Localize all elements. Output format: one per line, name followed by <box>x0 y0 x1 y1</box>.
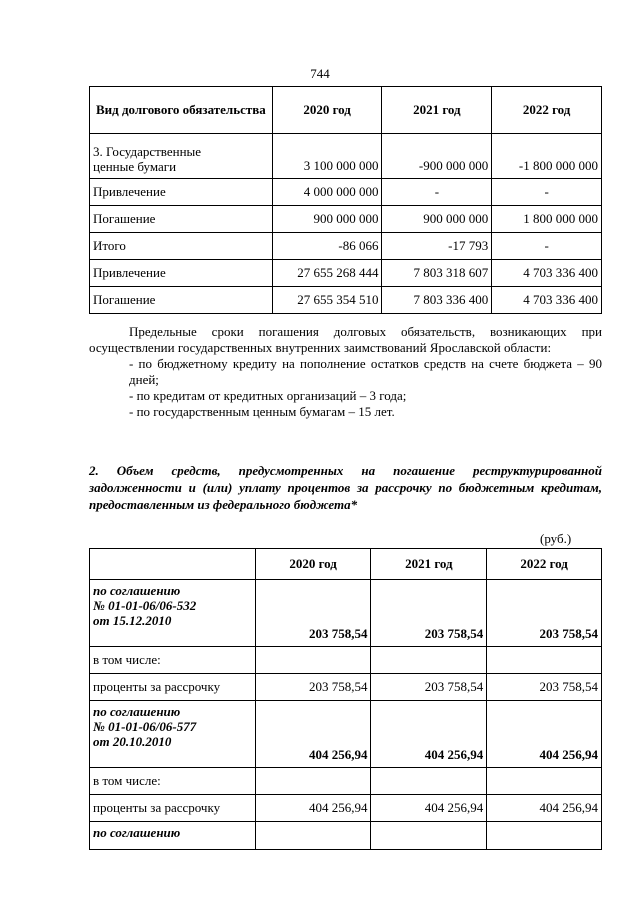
table-row <box>90 795 602 822</box>
header-2022: 2022 год <box>492 87 602 134</box>
row-label: Погашение <box>90 206 273 233</box>
table-header-row <box>90 549 602 580</box>
cell-2020: 27 655 268 444 <box>272 260 382 287</box>
terms-item: - по бюджетному кредиту на пополнение остатков средств на счете бюджета – 90 дней; <box>129 356 602 387</box>
empty-cell <box>487 647 602 674</box>
empty-cell <box>255 822 371 850</box>
row-label: 3. Государственные ценные бумаги <box>90 134 273 179</box>
cell-2022: 203 758,54 <box>487 580 602 647</box>
cell-2022: -1 800 000 000 <box>492 134 602 179</box>
cell-2021: 203 758,54 <box>371 580 487 647</box>
cell-2022: 1 800 000 000 <box>492 206 602 233</box>
terms-item: - по государственным ценным бумагам – 15 лет. <box>129 404 395 419</box>
empty-cell <box>255 647 371 674</box>
row-label: Привлечение <box>90 179 273 206</box>
cell-2021: 7 803 336 400 <box>382 287 492 314</box>
cell-2021: 7 803 318 607 <box>382 260 492 287</box>
cell-2020: 404 256,94 <box>255 795 371 822</box>
agreement-cell <box>90 701 256 768</box>
header-2022: 2022 год <box>487 549 602 580</box>
row-label: Итого <box>90 233 273 260</box>
cell-2021: 900 000 000 <box>382 206 492 233</box>
empty-cell <box>255 768 371 795</box>
cell-2022: - <box>492 233 602 260</box>
agreement-title: по соглашению <box>93 583 181 598</box>
section-heading: 2. Объем средств, предусмотренных на погашение реструктурированной задолженности и (или) уплату процентов за рассрочку по бюджетным кредитам, предоставленным из федерального бюджета* <box>89 463 602 512</box>
agreement-cell <box>90 580 256 647</box>
header-blank <box>90 549 256 580</box>
agreement-title: по соглашению <box>90 822 256 850</box>
empty-cell <box>487 822 602 850</box>
page-number: 744 <box>310 66 330 81</box>
row-label: Погашение <box>90 287 273 314</box>
empty-cell <box>487 768 602 795</box>
header-2021: 2021 год <box>382 87 492 134</box>
table-row <box>90 701 602 768</box>
table-row <box>90 647 602 674</box>
unit-label: (руб.) <box>540 531 572 546</box>
agreement-title: по соглашению <box>93 704 181 719</box>
table-header-row <box>90 87 602 134</box>
debt-table <box>89 86 602 314</box>
cell-2021: -17 793 <box>382 233 492 260</box>
cell-2020: 203 758,54 <box>255 674 371 701</box>
cell-2021: -900 000 000 <box>382 134 492 179</box>
row-label: проценты за рассрочку <box>90 674 256 701</box>
restructured-debt-table <box>89 548 602 850</box>
table-row <box>90 233 602 260</box>
cell-2022: 4 703 336 400 <box>492 260 602 287</box>
agreement-date: от 20.10.2010 <box>93 734 172 749</box>
cell-2020: 404 256,94 <box>255 701 371 768</box>
including-label: в том числе: <box>90 647 256 674</box>
table-row <box>90 134 602 179</box>
table-row <box>90 580 602 647</box>
cell-2022: 203 758,54 <box>487 674 602 701</box>
agreement-number: № 01-01-06/06-532 <box>93 598 197 613</box>
header-2021: 2021 год <box>371 549 487 580</box>
row-label: проценты за рассрочку <box>90 795 256 822</box>
empty-cell <box>371 822 487 850</box>
including-label: в том числе: <box>90 768 256 795</box>
agreement-number: № 01-01-06/06-577 <box>93 719 197 734</box>
agreement-date: от 15.12.2010 <box>93 613 172 628</box>
empty-cell <box>371 768 487 795</box>
table-row <box>90 206 602 233</box>
cell-2022: 404 256,94 <box>487 701 602 768</box>
terms-intro: Предельные сроки погашения долговых обязательств, возникающих при осуществлении государственных внутренних заимствований Ярославской области: <box>89 324 602 355</box>
cell-2020: 4 000 000 000 <box>272 179 382 206</box>
table-row <box>90 674 602 701</box>
cell-2020: 27 655 354 510 <box>272 287 382 314</box>
table-row <box>90 260 602 287</box>
header-2020: 2020 год <box>255 549 371 580</box>
cell-2020: 900 000 000 <box>272 206 382 233</box>
table-row <box>90 768 602 795</box>
empty-cell <box>371 647 487 674</box>
table-row <box>90 179 602 206</box>
cell-2020: 203 758,54 <box>255 580 371 647</box>
cell-2022: 404 256,94 <box>487 795 602 822</box>
cell-2022: - <box>492 179 602 206</box>
repayment-terms <box>89 324 602 420</box>
cell-2022: 4 703 336 400 <box>492 287 602 314</box>
row-label: Привлечение <box>90 260 273 287</box>
header-debt-type: Вид долгового обязательства <box>90 87 273 134</box>
table-row <box>90 822 602 850</box>
cell-2021: 203 758,54 <box>371 674 487 701</box>
cell-2020: 3 100 000 000 <box>272 134 382 179</box>
header-2020: 2020 год <box>272 87 382 134</box>
terms-item: - по кредитам от кредитных организаций – 3 года; <box>129 388 407 403</box>
table-row <box>90 287 602 314</box>
cell-2021: 404 256,94 <box>371 795 487 822</box>
cell-2021: 404 256,94 <box>371 701 487 768</box>
cell-2021: - <box>382 179 492 206</box>
cell-2020: -86 066 <box>272 233 382 260</box>
